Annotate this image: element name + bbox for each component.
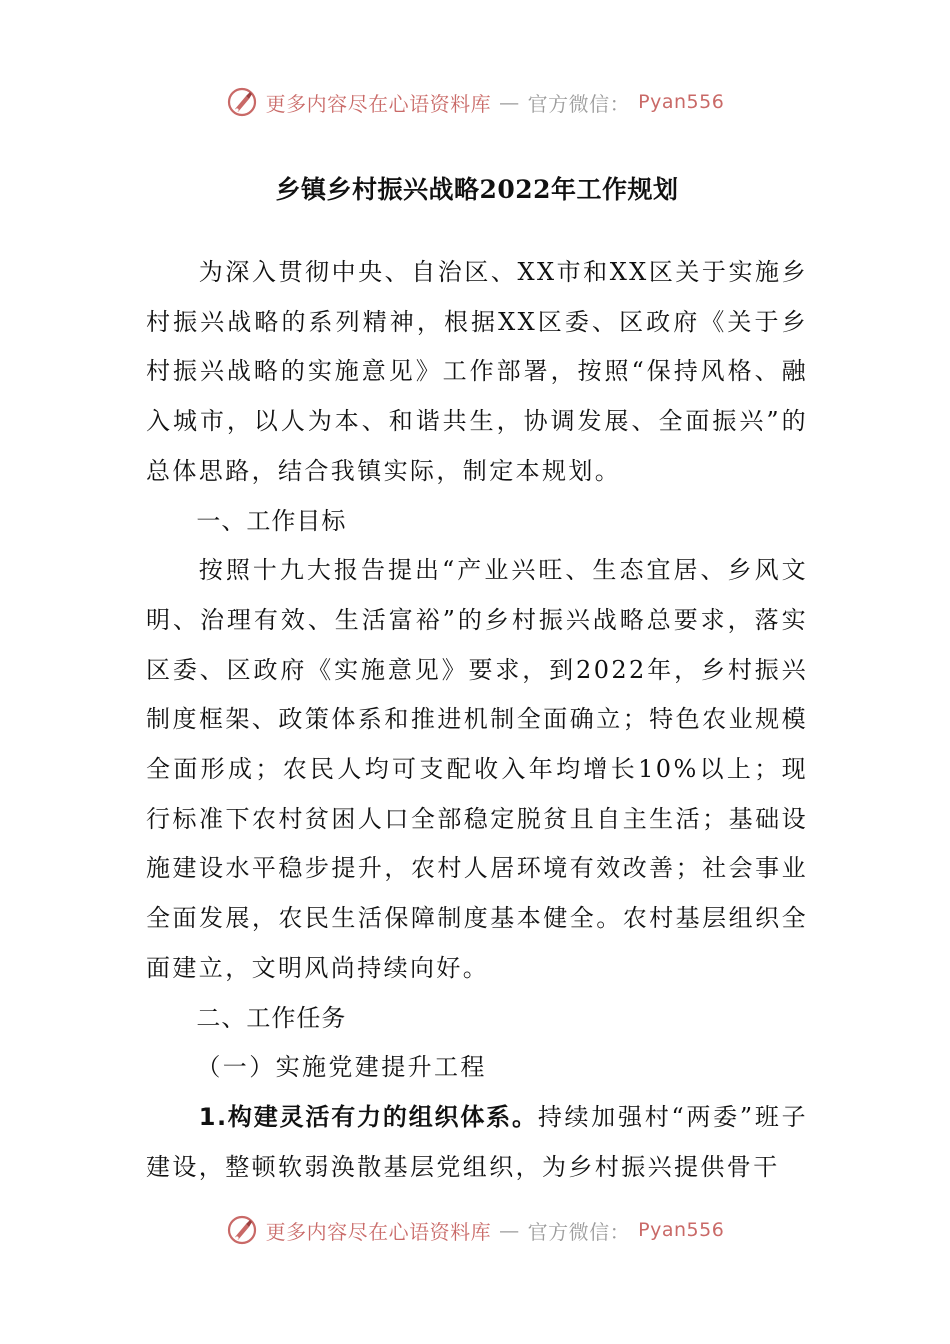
watermark-header — [0, 82, 950, 122]
watermark-separator: — — [499, 1218, 520, 1242]
watermark-text: 更多内容尽在心语资料库 — [265, 91, 492, 116]
item-body-text: 持续加强村“两委”班子建设，整顿软弱涣散基层党组织，为乡村振兴提供骨干 — [146, 1102, 808, 1181]
subsection-heading-party-building: （一）实施党建提升工程 — [196, 1053, 487, 1082]
watermark-separator: — — [499, 90, 520, 114]
watermark-footer — [0, 1210, 950, 1250]
item-lead-text: 1.构建灵活有力的组织体系。 — [198, 1102, 538, 1131]
document-title: 乡镇乡村振兴战略2022年工作规划 — [275, 175, 679, 204]
intro-paragraph: 为深入贯彻中央、自治区、XX市和XX区关于实施乡村振兴战略的系列精神，根据XX区委、区政府《关于乡村振兴战略的实施意见》工作部署，按照“保持风格、融入城市，以人为本、和谐共生，协调发展、全面振兴”的总体思路，结合我镇实际，制定本规划。 — [146, 258, 808, 485]
watermark-official-label: 官方微信： — [527, 91, 631, 116]
goals-paragraph: 按照十九大报告提出“产业兴旺、生态宜居、乡风文明、治理有效、生活富裕”的乡村振兴战略总要求，落实区委、区政府《实施意见》要求，到2022年，乡村振兴制度框架、政策体系和推进机制全面确立；特色农业规模全面形成；农民人均可支配收入年均增长10%以上；现行标准下农村贫困人口全部稳定脱贫且自主生活；基础设施建设水平稳步提升，农村人居环境有效改善；社会事业全面发展，农民生活保障制度基本健全。农村基层组织全面建立，文明风尚持续向好。 — [146, 556, 808, 982]
section-heading-tasks: 二、工作任务 — [196, 1003, 347, 1032]
section-heading-goals: 一、工作目标 — [196, 506, 347, 535]
document-body — [146, 170, 808, 1192]
watermark-text: 更多内容尽在心语资料库 — [265, 1219, 492, 1244]
watermark-official-label: 官方微信： — [527, 1219, 631, 1244]
watermark-wechat-id: Pyan556 — [638, 91, 725, 113]
pen-nib-icon — [226, 86, 258, 118]
watermark-wechat-id: Pyan556 — [638, 1219, 725, 1241]
pen-nib-icon — [226, 1214, 258, 1246]
item-paragraph-organization — [146, 1093, 808, 1192]
